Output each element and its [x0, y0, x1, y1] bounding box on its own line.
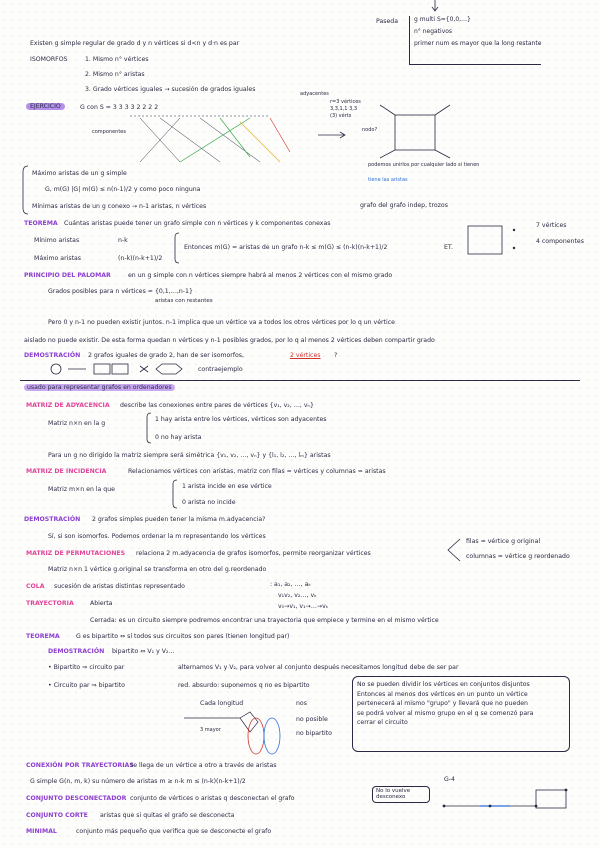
demo-3-label: DEMOSTRACIÓN [48, 648, 105, 655]
conjunto-desconectador-label: CONJUNTO DESCONECTADOR [26, 795, 127, 802]
cola-seq-1: : a₁, a₂, …, aₖ [270, 581, 312, 588]
bipartito-case-2-label: Circuito par ⇒ bipartito [53, 682, 125, 689]
minimal-text: conjunto más pequeño que verifica que se desconecte el grafo [76, 828, 272, 835]
matriz-simetrica: Para un g no dirigido la matriz siempre será simétrica {v₁, v₂, …, vₙ} y {l₁, l₂, …, lₘ} aristas [48, 452, 331, 459]
note-line-1: No se pueden dividir los vértices en conjuntos disjuntos [357, 681, 530, 688]
caption-2: tiene las aristas [368, 177, 408, 183]
bipartito-case-2-text: red. absurdo: suponemos q no es bipartito [178, 682, 310, 689]
brace-left-icon [22, 166, 30, 214]
teorema-1-text: Cuántas aristas puede tener un grafo simple con n vértices y k componentes conexas [64, 220, 331, 227]
side-line-3: primer num es mayor que la long restante [414, 39, 542, 47]
demo-2-label: DEMOSTRACIÓN [24, 516, 81, 523]
demo-2-answer: Sí, si son isomorfos. Podemos ordenar la m representando los vértices [48, 533, 266, 540]
note-trozos: grafo del grafo indep, trozos [360, 202, 448, 209]
incidencia-case-0: 0 arista no incide [182, 499, 236, 506]
demo-1-text: 2 grafos iguales de grado 2, han de ser isomorfos, [88, 352, 244, 359]
bipartite-sketch [180, 708, 310, 758]
perm-rows: filas = vértice g original [466, 538, 541, 545]
brace-right-icon [446, 538, 462, 562]
note-r2: 3,3,1,1 3,3 [330, 106, 358, 112]
max-edges-formula: G, m(G) |G| m(G) ≤ n(n-1)/2 y como poco ninguna [45, 186, 201, 193]
usado-banner: usado para representar grafos en ordenadores [24, 384, 175, 391]
perm-cols: columnas = vértice g reordenado [466, 553, 570, 560]
cola-label: COLA [26, 583, 45, 590]
max-edges-label: Máximo aristas [34, 255, 82, 262]
adyacencia-case-1: 1 hay arista entre los vértices, vértices son adyacentes [155, 416, 327, 423]
palomar-proof-2: aislado no puede existir. De esta forma quedan n vértices y n-1 posibles grados, por lo q al menos 2 vértices deben compartir grado [24, 337, 435, 344]
conjunto-desconectador-text: conjunto de vértices o aristas q desconectan el grafo [130, 795, 295, 802]
perm-description: Matriz n×n 1 vértice g.original se transforma en otro del g.reordenado [48, 566, 267, 573]
minimal-label: MINIMAL [26, 828, 57, 835]
demo-3-text: bipartito ⇔ V₁ y V₂… [112, 648, 175, 655]
bag-no-posible: no posible [296, 716, 328, 723]
max-edges-value: (n-k)(n-k+1)/2 [118, 255, 163, 262]
entonces-formula: Entonces m(G) = aristas de un grafo n-k ≤ m(G) ≤ (n-k)(n-k+1)/2 [184, 244, 388, 251]
et-label: ET. [444, 244, 453, 251]
adyacencia-case-0: 0 no hay arista [155, 434, 202, 441]
matriz-permutaciones-text: relaciona 2 m.adyacencia de grafos isomorfos, permite reorganizar vértices [136, 550, 371, 557]
matriz-mxn: Matriz m×n en la que [48, 486, 115, 493]
arrow-down-icon [430, 0, 440, 14]
possible-degrees: Grados posibles para n vértices = {0,1,…,n-1} [48, 288, 193, 295]
teorema-2-label: TEOREMA [26, 633, 60, 640]
matriz-adyacencia-text: describe las conexiones entre pares de vértices {v₁, v₂, …, vₙ} [120, 402, 314, 409]
demo-1-emphasis: 2 vértices [290, 352, 321, 359]
cada-longitud: Cada longitud [200, 700, 244, 707]
brace-icon [174, 233, 180, 263]
degree-sequence: G con S = 3 3 3 3 2 2 2 2 [80, 104, 159, 111]
contraejemplo-label: contraejemplo [198, 366, 243, 373]
teorema-1-label: TEOREMA [24, 220, 58, 227]
exercise-graph-diagram [120, 112, 320, 172]
side-line-1: g multi S={0,0,…} [414, 16, 471, 23]
bipartito-case-1-label: Bipartito ⇒ circuito par [53, 664, 125, 671]
note-box [352, 676, 570, 752]
conexion-text: se llega de un vértice a otro a través de aristas [130, 762, 277, 769]
iso-condition-1: 1. Mismo n° vértices [85, 56, 149, 63]
bipartito-case-1 [48, 664, 124, 671]
palomar-proof-1: Pero 0 y n-1 no pueden existir juntos. n-1 implica que un vértice va a todos los otros vértices por lo q un vértice [48, 319, 395, 326]
note-r3: (3) vérts [330, 113, 352, 119]
caption-1: podemos unirlos por cualquier lado si tienen [368, 162, 480, 168]
note-nodo: nodo? [362, 127, 378, 133]
brace-icon [146, 413, 152, 443]
trayectoria-label: TRAYECTORIA [26, 600, 74, 607]
min-edges-value: n-k [118, 237, 128, 244]
note-adyacentes: adyacentes [300, 91, 329, 97]
cola-text: sucesión de aristas distintas representado [54, 583, 185, 590]
trayectoria-cerrada: Cerrada: es un circuito siempre podremos encontrar una trayectoria que empiece y termine en el mismo vértice [90, 617, 439, 624]
min-edges-label: Mínimo aristas [34, 237, 80, 244]
side-vertices: 7 vértices [536, 222, 567, 229]
matriz-nxn: Matriz n×n en la g [48, 420, 106, 427]
demo-1-label: DEMOSTRACIÓN [24, 352, 81, 359]
iso-condition-3: 3. Grado vértices iguales → sucesión de grados iguales [85, 86, 256, 93]
palomar-label: PRINCIPIO DEL PALOMAR [24, 272, 111, 279]
mayor-label: 3 mayor [200, 727, 221, 733]
note-line-3: pertenecerá al mismo "grupo" y llevará que no pueden [357, 700, 528, 708]
graph-sketch-square [375, 100, 455, 160]
demo-2-text: 2 grafos simples pueden tener la misma m.adyacencia? [92, 516, 266, 523]
matriz-incidencia-label: MATRIZ DE INCIDENCIA [26, 468, 107, 475]
iso-condition-2: 2. Mismo n° aristas [85, 71, 145, 78]
cola-seq-2: v₁v₂, v₂…, vₖ [278, 592, 317, 599]
bipartito-case-1-text: alternamos V₁ y V₂, para volver al conjunto después necesitamos longitud debe de ser par [178, 664, 459, 671]
bipartito-case-2 [48, 682, 125, 689]
regular-graph-statement: Existen g simple regular de grado d y n vértices si d<n y d·n es par [30, 40, 240, 47]
bag-no-bipartito: no bipartito [296, 730, 332, 737]
min-edges-connected: Mínimas aristas de un g conexo → n-1 aristas, n vértices [32, 203, 207, 210]
note-componentes: componentes [92, 129, 126, 135]
conjunto-corte-label: CONJUNTO CORTE [26, 812, 88, 819]
cola-seq-3: v₀→v₁, v₁→…→vₖ [278, 603, 329, 610]
matriz-adyacencia-label: MATRIZ DE ADYACENCIA [26, 402, 110, 409]
conexion-label: CONEXIÓN POR TRAYECTORIAS [26, 762, 134, 769]
cut-set-sketch [440, 786, 580, 816]
aristas-restantes: aristas con restantes [155, 298, 213, 304]
matriz-permutaciones-label: MATRIZ DE PERMUTACIONES [26, 550, 126, 557]
bullet: • [48, 664, 54, 671]
trayectoria-abierta: Abierta [90, 600, 113, 607]
bag-nos: nos [296, 700, 307, 707]
matriz-incidencia-text: Relacionamos vértices con aristas, matriz con filas = vértices y columnas = aristas [128, 468, 386, 475]
teorema-2-text: G es bipartito ⇔ sí todos sus circuitos son pares (tienen longitud par) [76, 633, 290, 640]
brace-icon [172, 480, 178, 508]
arrow-right-icon [318, 130, 348, 140]
side-line-2: n° negativos [414, 27, 453, 35]
side-components: 4 componentes [536, 238, 584, 245]
note-line-2: Entonces al menos dos vértices en un punto un vértice [357, 690, 528, 698]
bullet: • [48, 682, 54, 689]
divider [20, 380, 580, 381]
side-note [409, 16, 541, 65]
max-edges-title: Máximo aristas de un g simple [32, 170, 127, 177]
ejercicio-label: EJERCICIO [26, 103, 65, 110]
palomar-text: en un g simple con n vértices siempre habrá al menos 2 vértices con el mismo grado [128, 272, 393, 279]
components-sketch [464, 222, 524, 262]
counterexample-sketch [48, 362, 188, 376]
conjunto-corte-text: aristas que si quitas el grafo se desconecta [100, 812, 235, 819]
demo-1-question: ? [334, 352, 338, 359]
side-label: Paseda [376, 18, 398, 25]
note-line-5: cerrar el circuito [357, 719, 408, 727]
desconexo-note: No lo vuelve desconexo [372, 786, 430, 803]
note-r1: r=3 vértices [330, 99, 361, 105]
note-line-4: se podrá volver al mismo grupo en el q se comenzó para [357, 709, 534, 717]
g4-label: G-4 [444, 776, 455, 783]
conexion-formula: G simple G(n, m, k) su número de aristas m ≥ n-k m ≤ (n-k)(n-k+1)/2 [30, 778, 246, 785]
isomorfos-label: ISOMORFOS [30, 56, 68, 63]
incidencia-case-1: 1 arista incide en ese vértice [182, 483, 272, 490]
